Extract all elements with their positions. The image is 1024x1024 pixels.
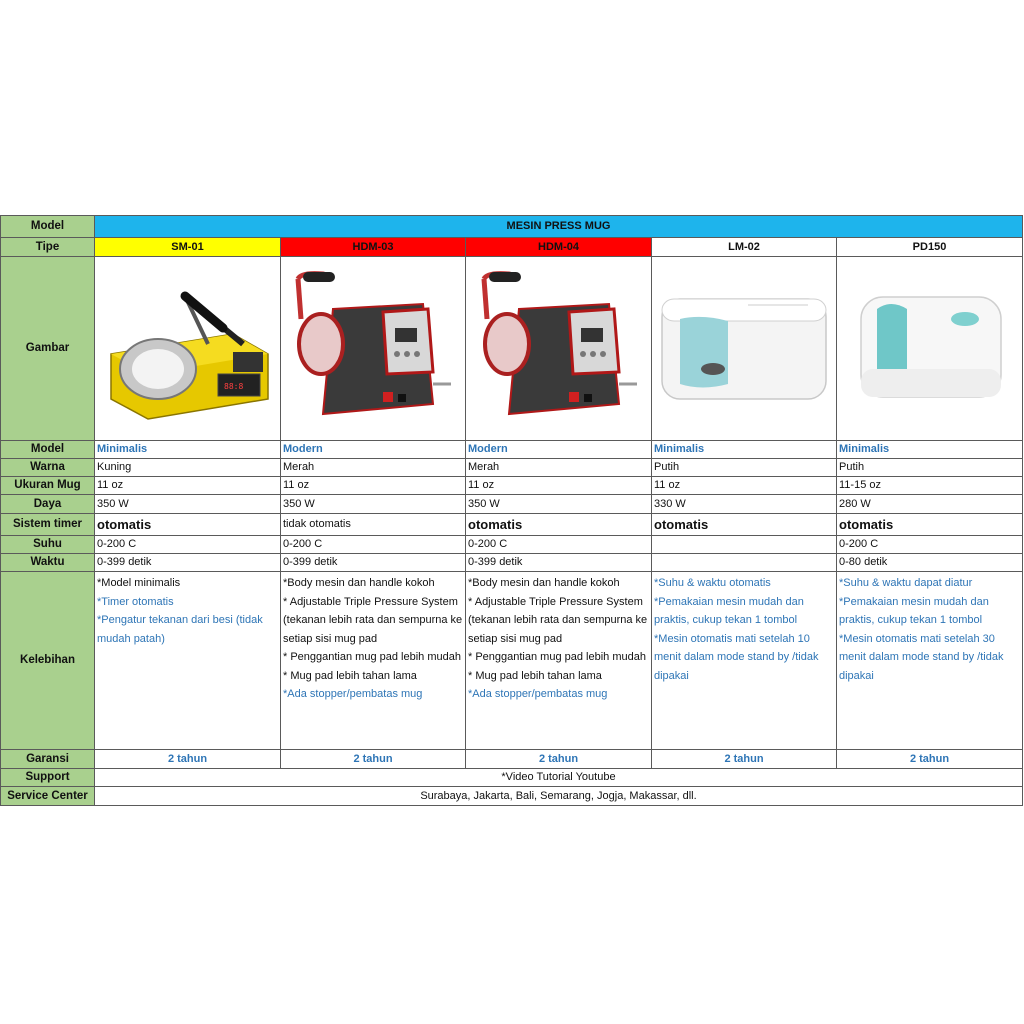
kelebihan-hdm04 <box>466 572 652 750</box>
kelebihan-line: *Suhu & waktu dapat diatur <box>839 577 973 589</box>
label-warna: Warna <box>1 459 95 477</box>
kelebihan-line: *Suhu & waktu otomatis <box>654 577 771 589</box>
ukuran-sm01: 11 oz <box>95 477 281 495</box>
label-model-header: Model <box>1 216 95 238</box>
label-ukuran: Ukuran Mug <box>1 477 95 495</box>
service-value: Surabaya, Jakarta, Bali, Semarang, Jogja, Makassar, dll. <box>95 787 1023 806</box>
label-daya: Daya <box>1 495 95 514</box>
waktu-lm02 <box>652 554 837 572</box>
waktu-pd150: 0-80 detik <box>837 554 1023 572</box>
garansi-hdm04: 2 tahun <box>466 750 652 769</box>
row-service <box>1 787 1023 806</box>
waktu-hdm04: 0-399 detik <box>466 554 652 572</box>
suhu-hdm03: 0-200 C <box>281 536 466 554</box>
kelebihan-line: *Mesin otomatis mati setelah 10 menit dalam mode stand by /tidak dipakai <box>654 632 819 682</box>
row-header <box>1 216 1023 238</box>
label-timer: Sistem timer <box>1 514 95 536</box>
kelebihan-line: *Ada stopper/pembatas mug <box>283 688 423 700</box>
white-compact-mug-press-icon <box>658 289 830 409</box>
kelebihan-line: *Ada stopper/pembatas mug <box>468 688 608 700</box>
image-hdm03 <box>281 257 466 441</box>
row-kelebihan <box>1 572 1023 750</box>
row-suhu <box>1 536 1023 554</box>
label-support: Support <box>1 769 95 787</box>
kelebihan-lm02 <box>652 572 837 750</box>
kelebihan-line: * Adjustable Triple Pressure System (tekanan lebih rata dan sempurna ke setiap sisi mug pad <box>468 595 648 645</box>
image-sm01 <box>95 257 281 441</box>
yellow-mug-press-icon <box>103 274 273 424</box>
timer-sm01: otomatis <box>95 514 281 536</box>
daya-lm02: 330 W <box>652 495 837 514</box>
garansi-hdm03: 2 tahun <box>281 750 466 769</box>
warna-pd150: Putih <box>837 459 1023 477</box>
daya-hdm03: 350 W <box>281 495 466 514</box>
model-sm01: Minimalis <box>95 441 281 459</box>
kelebihan-sm01 <box>95 572 281 750</box>
svg-text:88:8: 88:8 <box>223 381 243 391</box>
timer-hdm03: tidak otomatis <box>281 514 466 536</box>
suhu-hdm04: 0-200 C <box>466 536 652 554</box>
kelebihan-line: *Pengatur tekanan dari besi (tidak mudah patah) <box>97 614 263 645</box>
tipe-sm01: SM-01 <box>95 238 281 257</box>
suhu-sm01: 0-200 C <box>95 536 281 554</box>
ukuran-hdm03: 11 oz <box>281 477 466 495</box>
row-daya <box>1 495 1023 514</box>
kelebihan-line: *Body mesin dan handle kokoh <box>283 577 435 589</box>
row-model <box>1 441 1023 459</box>
timer-pd150: otomatis <box>837 514 1023 536</box>
row-timer <box>1 514 1023 536</box>
white-teal-mug-press-icon <box>855 289 1005 409</box>
kelebihan-line: * Penggantian mug pad lebih mudah <box>468 651 646 663</box>
support-value: *Video Tutorial Youtube <box>95 769 1023 787</box>
timer-hdm04: otomatis <box>466 514 652 536</box>
kelebihan-line: *Body mesin dan handle kokoh <box>468 577 620 589</box>
ukuran-lm02: 11 oz <box>652 477 837 495</box>
label-service: Service Center <box>1 787 95 806</box>
timer-lm02: otomatis <box>652 514 837 536</box>
warna-lm02: Putih <box>652 459 837 477</box>
tipe-pd150: PD150 <box>837 238 1023 257</box>
waktu-sm01: 0-399 detik <box>95 554 281 572</box>
kelebihan-line: * Penggantian mug pad lebih mudah <box>283 651 461 663</box>
kelebihan-hdm03 <box>281 572 466 750</box>
label-model: Model <box>1 441 95 459</box>
red-black-mug-press-icon <box>283 264 463 434</box>
daya-sm01: 350 W <box>95 495 281 514</box>
kelebihan-line: * Mug pad lebih tahan lama <box>468 669 602 682</box>
row-support <box>1 769 1023 787</box>
garansi-pd150: 2 tahun <box>837 750 1023 769</box>
ukuran-hdm04: 11 oz <box>466 477 652 495</box>
row-waktu <box>1 554 1023 572</box>
row-garansi <box>1 750 1023 769</box>
daya-pd150: 280 W <box>837 495 1023 514</box>
kelebihan-line: * Mug pad lebih tahan lama <box>283 669 417 682</box>
tipe-hdm04: HDM-04 <box>466 238 652 257</box>
kelebihan-line: *Pemakaian mesin mudah dan praktis, cukup tekan 1 tombol <box>654 595 804 626</box>
table-title: MESIN PRESS MUG <box>95 216 1023 238</box>
row-warna <box>1 459 1023 477</box>
label-gambar: Gambar <box>1 257 95 441</box>
model-lm02: Minimalis <box>652 441 837 459</box>
label-suhu: Suhu <box>1 536 95 554</box>
kelebihan-line: *Timer otomatis <box>97 595 174 608</box>
image-hdm04 <box>466 257 652 441</box>
warna-hdm03: Merah <box>281 459 466 477</box>
warna-sm01: Kuning <box>95 459 281 477</box>
daya-hdm04: 350 W <box>466 495 652 514</box>
suhu-lm02 <box>652 536 837 554</box>
red-black-mug-press-icon <box>469 264 649 434</box>
tipe-hdm03: HDM-03 <box>281 238 466 257</box>
garansi-sm01: 2 tahun <box>95 750 281 769</box>
kelebihan-line: *Model minimalis <box>97 577 181 589</box>
row-ukuran <box>1 477 1023 495</box>
suhu-pd150: 0-200 C <box>837 536 1023 554</box>
waktu-hdm03: 0-399 detik <box>281 554 466 572</box>
image-lm02 <box>652 257 837 441</box>
model-hdm04: Modern <box>466 441 652 459</box>
warna-hdm04: Merah <box>466 459 652 477</box>
ukuran-pd150: 11-15 oz <box>837 477 1023 495</box>
label-garansi: Garansi <box>1 750 95 769</box>
kelebihan-line: *Pemakaian mesin mudah dan praktis, cukup tekan 1 tombol <box>839 595 989 626</box>
comparison-table <box>0 215 1023 806</box>
label-waktu: Waktu <box>1 554 95 572</box>
row-gambar <box>1 257 1023 441</box>
image-pd150 <box>837 257 1023 441</box>
label-tipe: Tipe <box>1 238 95 257</box>
model-pd150: Minimalis <box>837 441 1023 459</box>
kelebihan-pd150 <box>837 572 1023 750</box>
label-kelebihan: Kelebihan <box>1 572 95 750</box>
kelebihan-line: * Adjustable Triple Pressure System (tekanan lebih rata dan sempurna ke setiap sisi mug pad <box>283 595 463 645</box>
tipe-lm02: LM-02 <box>652 238 837 257</box>
kelebihan-line: *Mesin otomatis mati setelah 30 menit dalam mode stand by /tidak dipakai <box>839 632 1004 682</box>
model-hdm03: Modern <box>281 441 466 459</box>
row-tipe <box>1 238 1023 257</box>
garansi-lm02: 2 tahun <box>652 750 837 769</box>
